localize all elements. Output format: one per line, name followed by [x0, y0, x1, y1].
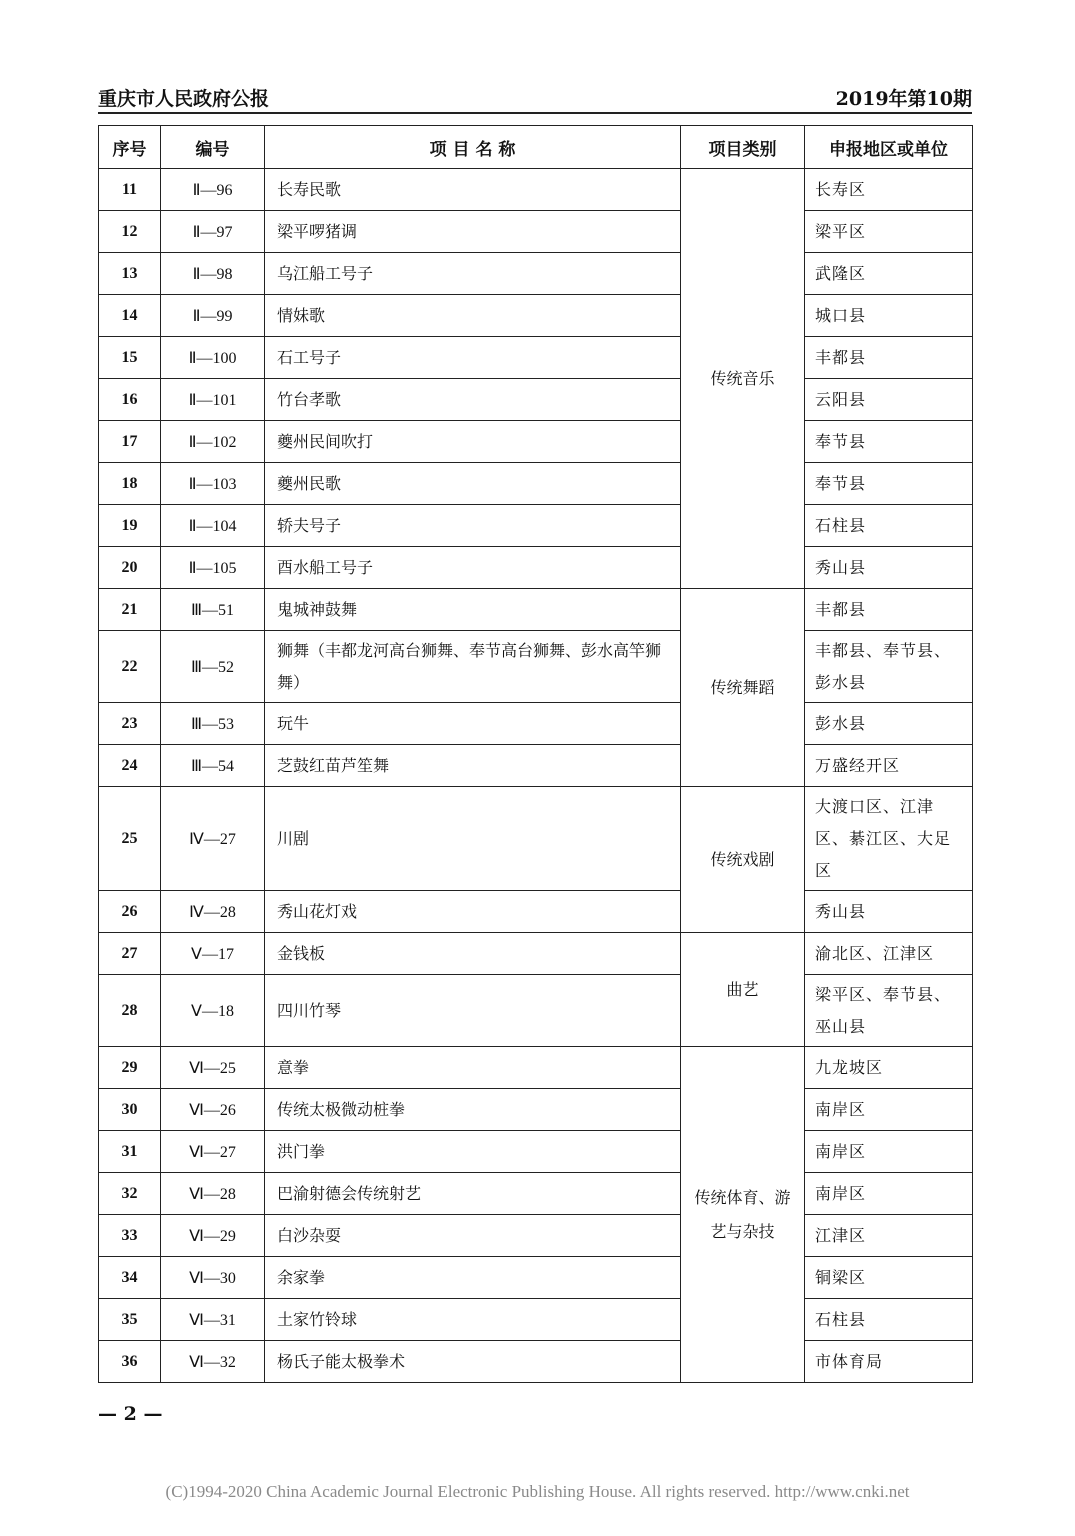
row-code: Ⅵ—29 [161, 1215, 265, 1257]
row-region: 石柱县 [805, 1299, 973, 1341]
column-header-name: 项 目 名 称 [265, 126, 681, 169]
row-name: 杨氏子能太极拳术 [265, 1341, 681, 1383]
row-region: 江津区 [805, 1215, 973, 1257]
row-name: 长寿民歌 [265, 169, 681, 211]
journal-header [98, 82, 972, 114]
row-code: Ⅵ—28 [161, 1173, 265, 1215]
row-region: 长寿区 [805, 169, 973, 211]
row-region: 奉节县 [805, 463, 973, 505]
row-code: Ⅱ—103 [161, 463, 265, 505]
row-code: Ⅱ—100 [161, 337, 265, 379]
row-region: 秀山县 [805, 891, 973, 933]
table-row [99, 1215, 973, 1257]
row-index: 22 [99, 631, 161, 703]
table-row [99, 463, 973, 505]
row-index: 21 [99, 589, 161, 631]
page-number: — 2 — [98, 1403, 163, 1425]
table-row [99, 933, 973, 975]
row-code: Ⅵ—30 [161, 1257, 265, 1299]
row-index: 32 [99, 1173, 161, 1215]
table-row [99, 547, 973, 589]
column-header-region: 申报地区或单位 [805, 126, 973, 169]
row-region: 奉节县 [805, 421, 973, 463]
row-code: Ⅵ—26 [161, 1089, 265, 1131]
row-name: 乌江船工号子 [265, 253, 681, 295]
row-code: Ⅱ—98 [161, 253, 265, 295]
row-code: Ⅳ—27 [161, 787, 265, 891]
row-name: 竹台孝歌 [265, 379, 681, 421]
row-index: 25 [99, 787, 161, 891]
row-region: 彭水县 [805, 703, 973, 745]
row-name: 酉水船工号子 [265, 547, 681, 589]
table-row [99, 589, 973, 631]
column-header-index: 序号 [99, 126, 161, 169]
table-row [99, 1131, 973, 1173]
table-row [99, 891, 973, 933]
table-row [99, 1341, 973, 1383]
row-name: 传统太极微动桩拳 [265, 1089, 681, 1131]
row-index: 28 [99, 975, 161, 1047]
table-row [99, 787, 973, 891]
row-region: 九龙坡区 [805, 1047, 973, 1089]
row-name: 四川竹琴 [265, 975, 681, 1047]
row-code: Ⅵ—25 [161, 1047, 265, 1089]
row-region: 万盛经开区 [805, 745, 973, 787]
row-code: Ⅴ—17 [161, 933, 265, 975]
table-row [99, 337, 973, 379]
category-cell: 传统戏剧 [681, 787, 805, 933]
row-code: Ⅵ—27 [161, 1131, 265, 1173]
row-region: 大渡口区、江津区、綦江区、大足区 [805, 787, 973, 891]
row-name: 洪门拳 [265, 1131, 681, 1173]
row-code: Ⅱ—97 [161, 211, 265, 253]
row-code: Ⅴ—18 [161, 975, 265, 1047]
row-region: 丰都县、奉节县、彭水县 [805, 631, 973, 703]
category-cell: 传统体育、游艺与杂技 [681, 1047, 805, 1383]
row-name: 土家竹铃球 [265, 1299, 681, 1341]
row-index: 36 [99, 1341, 161, 1383]
row-region: 丰都县 [805, 589, 973, 631]
row-index: 31 [99, 1131, 161, 1173]
table-row [99, 169, 973, 211]
row-name: 夔州民歌 [265, 463, 681, 505]
row-name: 秀山花灯戏 [265, 891, 681, 933]
row-region: 铜梁区 [805, 1257, 973, 1299]
table-row [99, 421, 973, 463]
table-row [99, 505, 973, 547]
table-row [99, 295, 973, 337]
row-index: 29 [99, 1047, 161, 1089]
table-row [99, 1299, 973, 1341]
row-index: 12 [99, 211, 161, 253]
table-header-row [99, 126, 973, 169]
table-row [99, 703, 973, 745]
row-name: 白沙杂耍 [265, 1215, 681, 1257]
copyright-notice: (C)1994-2020 China Academic Journal Electronic Publishing House. All rights reserved. http://www.cnki.net [165, 1482, 910, 1501]
table-row [99, 1089, 973, 1131]
row-index: 18 [99, 463, 161, 505]
row-index: 15 [99, 337, 161, 379]
row-index: 34 [99, 1257, 161, 1299]
row-region: 城口县 [805, 295, 973, 337]
table-row [99, 211, 973, 253]
row-code: Ⅲ—52 [161, 631, 265, 703]
row-code: Ⅲ—51 [161, 589, 265, 631]
row-name: 轿夫号子 [265, 505, 681, 547]
row-region: 南岸区 [805, 1131, 973, 1173]
row-name: 金钱板 [265, 933, 681, 975]
row-name: 意拳 [265, 1047, 681, 1089]
category-cell: 传统舞蹈 [681, 589, 805, 787]
row-name: 石工号子 [265, 337, 681, 379]
row-region: 南岸区 [805, 1173, 973, 1215]
table-row [99, 1257, 973, 1299]
row-code: Ⅱ—101 [161, 379, 265, 421]
row-index: 30 [99, 1089, 161, 1131]
row-region: 石柱县 [805, 505, 973, 547]
column-header-code: 编号 [161, 126, 265, 169]
row-region: 云阳县 [805, 379, 973, 421]
row-code: Ⅱ—104 [161, 505, 265, 547]
row-index: 19 [99, 505, 161, 547]
row-code: Ⅱ—99 [161, 295, 265, 337]
column-header-category: 项目类别 [681, 126, 805, 169]
row-code: Ⅱ—102 [161, 421, 265, 463]
row-region: 梁平区、奉节县、巫山县 [805, 975, 973, 1047]
row-region: 市体育局 [805, 1341, 973, 1383]
row-code: Ⅱ—96 [161, 169, 265, 211]
category-cell: 曲艺 [681, 933, 805, 1047]
row-code: Ⅵ—32 [161, 1341, 265, 1383]
row-code: Ⅱ—105 [161, 547, 265, 589]
row-name: 梁平啰猪调 [265, 211, 681, 253]
row-index: 24 [99, 745, 161, 787]
row-index: 17 [99, 421, 161, 463]
row-name: 夔州民间吹打 [265, 421, 681, 463]
row-index: 27 [99, 933, 161, 975]
table-row [99, 253, 973, 295]
row-name: 巴渝射德会传统射艺 [265, 1173, 681, 1215]
row-index: 11 [99, 169, 161, 211]
row-region: 武隆区 [805, 253, 973, 295]
row-index: 23 [99, 703, 161, 745]
row-index: 13 [99, 253, 161, 295]
row-code: Ⅳ—28 [161, 891, 265, 933]
row-code: Ⅵ—31 [161, 1299, 265, 1341]
row-region: 渝北区、江津区 [805, 933, 973, 975]
row-index: 26 [99, 891, 161, 933]
row-name: 情妹歌 [265, 295, 681, 337]
table-row [99, 379, 973, 421]
issue-number: 2019年第10期 [835, 88, 972, 110]
row-index: 33 [99, 1215, 161, 1257]
table-row [99, 975, 973, 1047]
row-name: 川剧 [265, 787, 681, 891]
row-region: 南岸区 [805, 1089, 973, 1131]
table-row [99, 745, 973, 787]
row-code: Ⅲ—53 [161, 703, 265, 745]
row-index: 35 [99, 1299, 161, 1341]
table-row [99, 1047, 973, 1089]
row-name: 鬼城神鼓舞 [265, 589, 681, 631]
row-region: 丰都县 [805, 337, 973, 379]
heritage-project-table [98, 125, 973, 1383]
row-code: Ⅲ—54 [161, 745, 265, 787]
category-cell: 传统音乐 [681, 169, 805, 589]
row-name: 狮舞（丰都龙河高台狮舞、奉节高台狮舞、彭水高竿狮舞） [265, 631, 681, 703]
journal-title: 重庆市人民政府公报 [98, 88, 270, 110]
row-name: 芝鼓红苗芦笙舞 [265, 745, 681, 787]
table-row [99, 1173, 973, 1215]
table-row [99, 631, 973, 703]
row-index: 20 [99, 547, 161, 589]
row-region: 梁平区 [805, 211, 973, 253]
row-name: 玩牛 [265, 703, 681, 745]
row-index: 14 [99, 295, 161, 337]
row-name: 余家拳 [265, 1257, 681, 1299]
row-index: 16 [99, 379, 161, 421]
row-region: 秀山县 [805, 547, 973, 589]
